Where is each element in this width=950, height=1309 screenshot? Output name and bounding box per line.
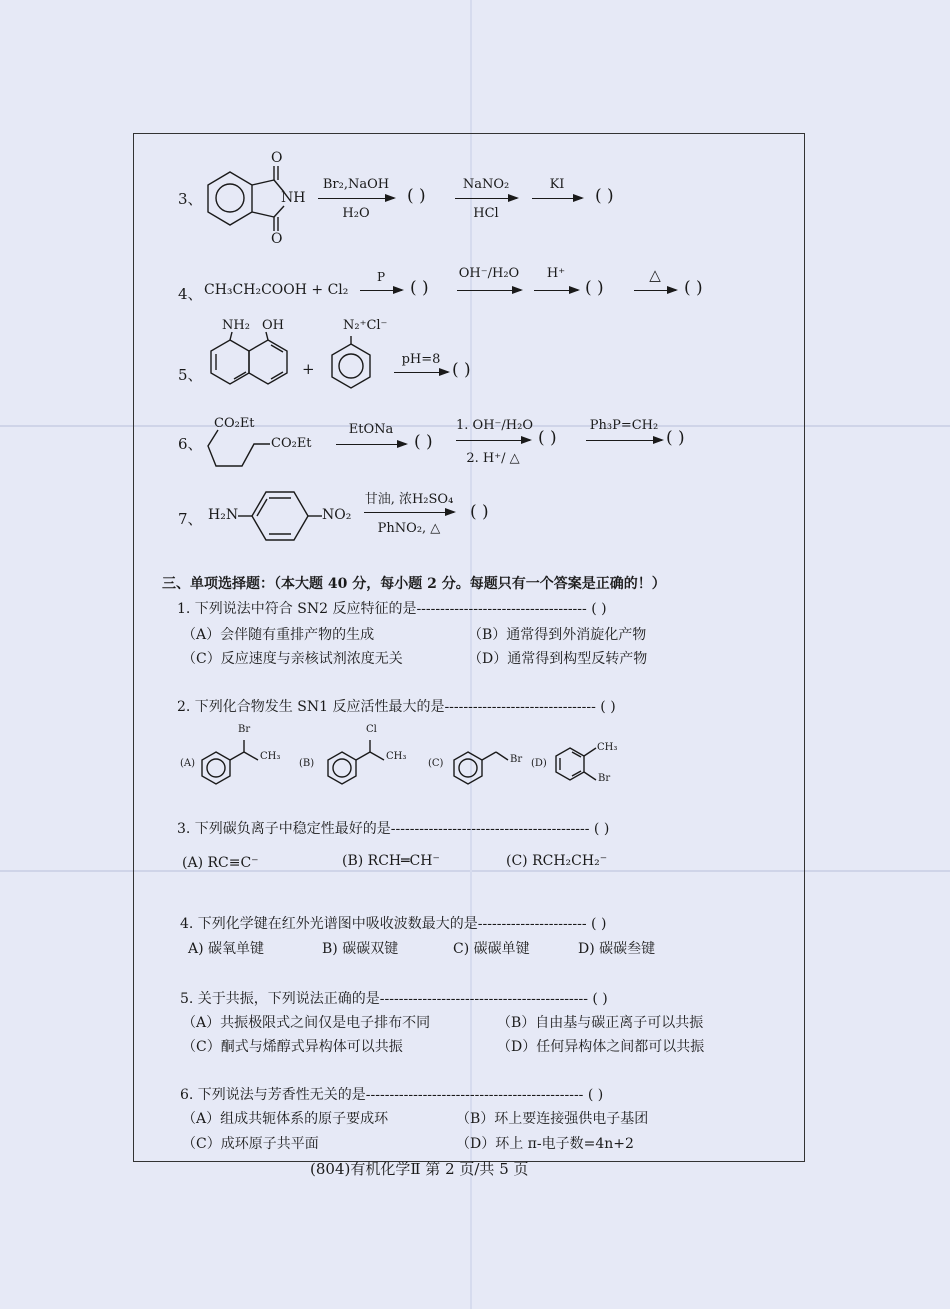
option[interactable]: （C）酮式与烯醇式异构体可以共振 [182, 1039, 403, 1055]
option[interactable]: （A）组成共轭体系的原子要成环 [182, 1111, 389, 1127]
atom-label: CO₂Et [214, 416, 255, 431]
question-stem: 1. 下列说法中符合 SN2 反应特征的是------------------------------------ ( ) [177, 601, 607, 617]
atom-label: CH₃ [597, 742, 618, 753]
atom-label: Br [238, 724, 251, 735]
question-stem: 6. 下列说法与芳香性无关的是---------------------------------------------- ( ) [180, 1087, 604, 1103]
reaction-arrow [586, 440, 662, 441]
answer-blank[interactable]: ( ) [585, 278, 604, 298]
question-stem: 2. 下列化合物发生 SN1 反应活性最大的是-------------------------------- ( ) [177, 699, 616, 715]
reagent-label: Br₂,NaOH [322, 177, 390, 192]
option-label[interactable]: (A) [180, 758, 196, 769]
reaction-arrow [634, 290, 676, 291]
reagent-label: H₂O [342, 206, 370, 221]
atom-label: O [271, 231, 283, 247]
reagent-label: 甘油, 浓H₂SO₄ [364, 492, 454, 507]
option[interactable]: （C）反应速度与亲核试剂浓度无关 [182, 651, 403, 667]
option[interactable]: （B）自由基与碳正离子可以共振 [497, 1015, 704, 1031]
reaction-arrow [336, 444, 406, 445]
atom-label: N₂⁺Cl⁻ [343, 318, 388, 333]
option-label[interactable]: (C) [428, 758, 444, 769]
question-stem: 3. 下列碳负离子中稳定性最好的是------------------------------------------ ( ) [177, 821, 610, 837]
atom-label: CH₃ [260, 751, 281, 762]
option[interactable]: (C) RCH₂CH₂⁻ [506, 853, 608, 869]
answer-blank[interactable]: ( ) [684, 278, 703, 298]
option[interactable]: （D）环上 π-电子数=4n+2 [456, 1136, 634, 1152]
option[interactable]: （D）任何异构体之间都可以共振 [497, 1039, 705, 1055]
option[interactable]: B) 碳碳双键 [322, 941, 399, 957]
option-label[interactable]: (B) [299, 758, 315, 769]
reaction-arrow [532, 198, 582, 199]
reaction-number: 5、 [178, 366, 203, 384]
benzenediazonium-structure [326, 334, 386, 398]
reaction-number: 7、 [178, 510, 203, 528]
reagent-label: P [376, 270, 386, 284]
option-label[interactable]: (D) [531, 758, 547, 769]
answer-blank[interactable]: ( ) [410, 278, 429, 298]
reagent-label: Ph₃P=CH₂ [589, 418, 659, 433]
reaction-number: 4、 [178, 285, 203, 303]
reaction-arrow [364, 512, 454, 513]
atom-label: Cl [366, 724, 377, 735]
reagent-label: 1. OH⁻/H₂O [456, 418, 533, 433]
reaction-arrow [318, 198, 394, 199]
option[interactable]: (B) RCH═CH⁻ [342, 853, 440, 869]
option[interactable]: （D）通常得到构型反转产物 [468, 651, 648, 667]
atom-label: NH₂ [222, 318, 250, 333]
reagent-label: HCl [473, 206, 499, 221]
question-stem: 5. 关于共振，下列说法正确的是-------------------------------------------- ( ) [180, 991, 608, 1007]
reagent-label: KI [549, 177, 565, 192]
option[interactable]: （B）环上要连接强供电子基团 [456, 1111, 649, 1127]
question-stem: 4. 下列化学键在红外光谱图中吸收波数最大的是----------------------- ( ) [180, 916, 607, 932]
atom-label: Br [598, 773, 611, 784]
page-footer: (804)有机化学Ⅱ 第 2 页/共 5 页 [310, 1160, 529, 1178]
reaction-arrow [455, 198, 517, 199]
option[interactable]: （A）会伴随有重排产物的生成 [182, 627, 375, 643]
answer-blank[interactable]: ( ) [452, 360, 471, 380]
reagent-label: 2. H⁺/ △ [466, 451, 520, 466]
option[interactable]: （A）共振极限式之间仅是电子排布不同 [182, 1015, 431, 1031]
reaction-number: 6、 [178, 435, 203, 453]
reactants: CH₃CH₂COOH + Cl₂ [204, 282, 349, 298]
answer-blank[interactable]: ( ) [538, 428, 557, 448]
answer-blank[interactable]: ( ) [595, 186, 614, 206]
atom-label: OH [262, 318, 284, 333]
answer-blank[interactable]: ( ) [666, 428, 685, 448]
reagent-label: EtONa [348, 422, 394, 437]
option[interactable]: （B）通常得到外消旋化产物 [468, 627, 647, 643]
atom-label: NH [281, 190, 306, 206]
option[interactable]: （C）成环原子共平面 [182, 1136, 319, 1152]
reagent-label: NaNO₂ [462, 177, 510, 192]
atom-label: NO₂ [322, 507, 352, 523]
option[interactable]: C) 碳碳单键 [453, 941, 530, 957]
atom-label: H₂N [208, 507, 239, 523]
naphthol-amine-structure [204, 332, 304, 398]
reaction-arrow [394, 372, 448, 373]
reaction-arrow [534, 290, 578, 291]
option[interactable]: A) 碳氧单键 [188, 941, 265, 957]
reagent-label: H⁺ [546, 266, 566, 281]
reaction-number: 3、 [178, 190, 203, 208]
option[interactable]: D) 碳碳叁键 [578, 941, 656, 957]
reaction-arrow [457, 290, 521, 291]
answer-blank[interactable]: ( ) [407, 186, 426, 206]
reaction-arrow [456, 440, 530, 441]
heat-symbol: △ [649, 266, 661, 284]
reagent-label: OH⁻/H₂O [458, 266, 520, 281]
diester-chain-structure [200, 428, 280, 474]
atom-label: O [271, 150, 283, 166]
atom-label: Br [510, 754, 523, 765]
p-nitroaniline-structure [238, 484, 324, 548]
section-heading: 三、单项选择题：（本大题 40 分，每小题 2 分。每题只有一个答案是正确的！） [162, 576, 666, 592]
reagent-label: pH=8 [401, 352, 441, 367]
reaction-arrow [360, 290, 402, 291]
answer-blank[interactable]: ( ) [414, 432, 433, 452]
answer-blank[interactable]: ( ) [470, 502, 489, 522]
reagent-label: PhNO₂, △ [377, 521, 441, 536]
atom-label: CO₂Et [271, 436, 312, 451]
plus-sign: + [302, 360, 315, 378]
option[interactable]: (A) RC≡C⁻ [182, 855, 259, 871]
atom-label: CH₃ [386, 751, 407, 762]
